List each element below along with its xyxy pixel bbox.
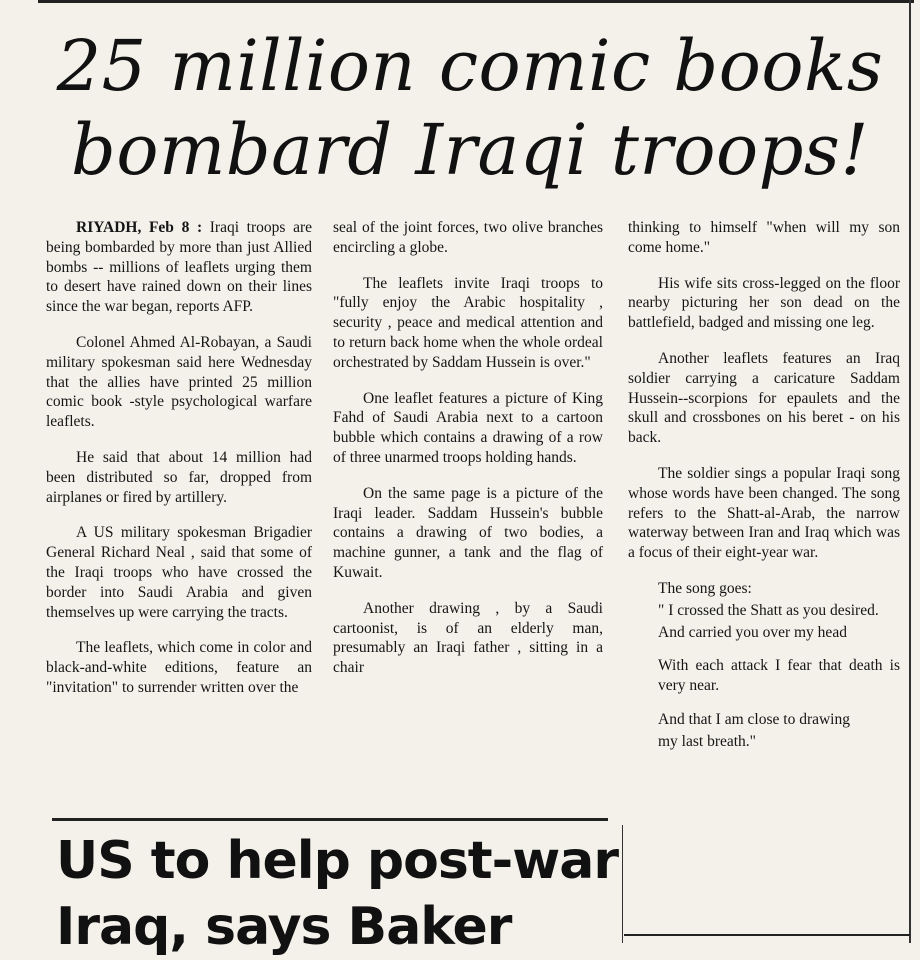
article-paragraph: On the same page is a picture of the Iraqi leader. Saddam Hussein's bubble contains a drawing of two bodies, a machine gunner, a tank and the flag of Kuwait.	[333, 484, 603, 581]
top-rule	[38, 0, 914, 3]
article-paragraph: A US military spokesman Brigadier General Richard Neal , said that some of the Iraqi troops who have crossed the border into Saudi Arabia and given themselves up were carrying the tracts.	[46, 524, 312, 621]
article-column-1	[46, 218, 312, 714]
article-paragraph: He said that about 14 million had been distributed so far, dropped from airplanes or fired by artillery.	[46, 448, 312, 506]
article-paragraph: Another leaflets features an Iraq soldier carrying a caricature Saddam Hussein--scorpions for epaulets and the skull and crossbones on his beret - on his back.	[628, 349, 900, 447]
song-line: With each attack I fear that death is very near.	[658, 657, 900, 695]
dateline: RIYADH, Feb 8 :	[76, 219, 203, 236]
bottom-rule	[624, 934, 910, 936]
second-headline-line-2: Iraq, says Baker	[56, 897, 512, 957]
article-paragraph: thinking to himself "when will my son come home."	[628, 219, 900, 256]
headline-line-2: bombard Iraqi troops!	[71, 109, 869, 191]
article-paragraph: Colonel Ahmed Al-Robayan, a Saudi military spokesman said here Wednesday that the allies have printed 25 million comic book -style psychological warfare leaflets.	[46, 333, 312, 431]
song-intro: The song goes:	[658, 579, 752, 597]
second-headline-line-1: US to help post-war	[56, 831, 619, 891]
song-line: my last breath."	[658, 732, 757, 750]
right-margin-rule	[909, 0, 911, 943]
headline-line-1: 25 million comic books	[56, 25, 884, 107]
article-paragraph: Another drawing , by a Saudi cartoonist, is of an elderly man, presumably an Iraqi father , sitting in a chair	[333, 599, 603, 677]
article-paragraph: The leaflets, which come in color and black-and-white editions, feature an "invitation" to surrender written over the	[46, 639, 312, 696]
second-headline	[56, 828, 619, 960]
article-column-3	[628, 218, 900, 752]
article-paragraph: His wife sits cross-legged on the floor nearby picturing her son dead on the battlefield, badged and missing one leg.	[628, 274, 900, 332]
article-paragraph: One leaflet features a picture of King Fahd of Saudi Arabia next to a cartoon bubble which contains a drawing of a row of three unarmed troops holding hands.	[333, 389, 603, 466]
section-rule	[52, 818, 608, 821]
song-line: " I crossed the Shatt as you desired.	[658, 601, 879, 619]
main-headline	[40, 24, 900, 192]
article-paragraph: The soldier sings a popular Iraqi song whose words have been changed. The song refers to the Shatt-al-Arab, the narrow waterway between Iran and Iraq which was a focus of their eight-year war.	[628, 464, 900, 562]
article-paragraph: seal of the joint forces, two olive branches encircling a globe.	[333, 219, 603, 256]
article-paragraph: The leaflets invite Iraqi troops to "fully enjoy the Arabic hospitality , security , peace and medical attention and to return back home when the whole ordeal orchestrated by Saddam Hussein is over."	[333, 274, 603, 371]
song-line: And carried you over my head	[658, 623, 847, 641]
article-paragraph: RIYADH, Feb 8 : Iraqi troops are being bombarded by more than just Allied bombs -- millions of leaflets urging them to desert have rained down on their lines since the war began, reports AFP.	[46, 219, 312, 316]
song-line: And that I am close to drawing	[658, 710, 850, 728]
article-column-2	[333, 218, 603, 694]
column-divider	[622, 825, 623, 943]
